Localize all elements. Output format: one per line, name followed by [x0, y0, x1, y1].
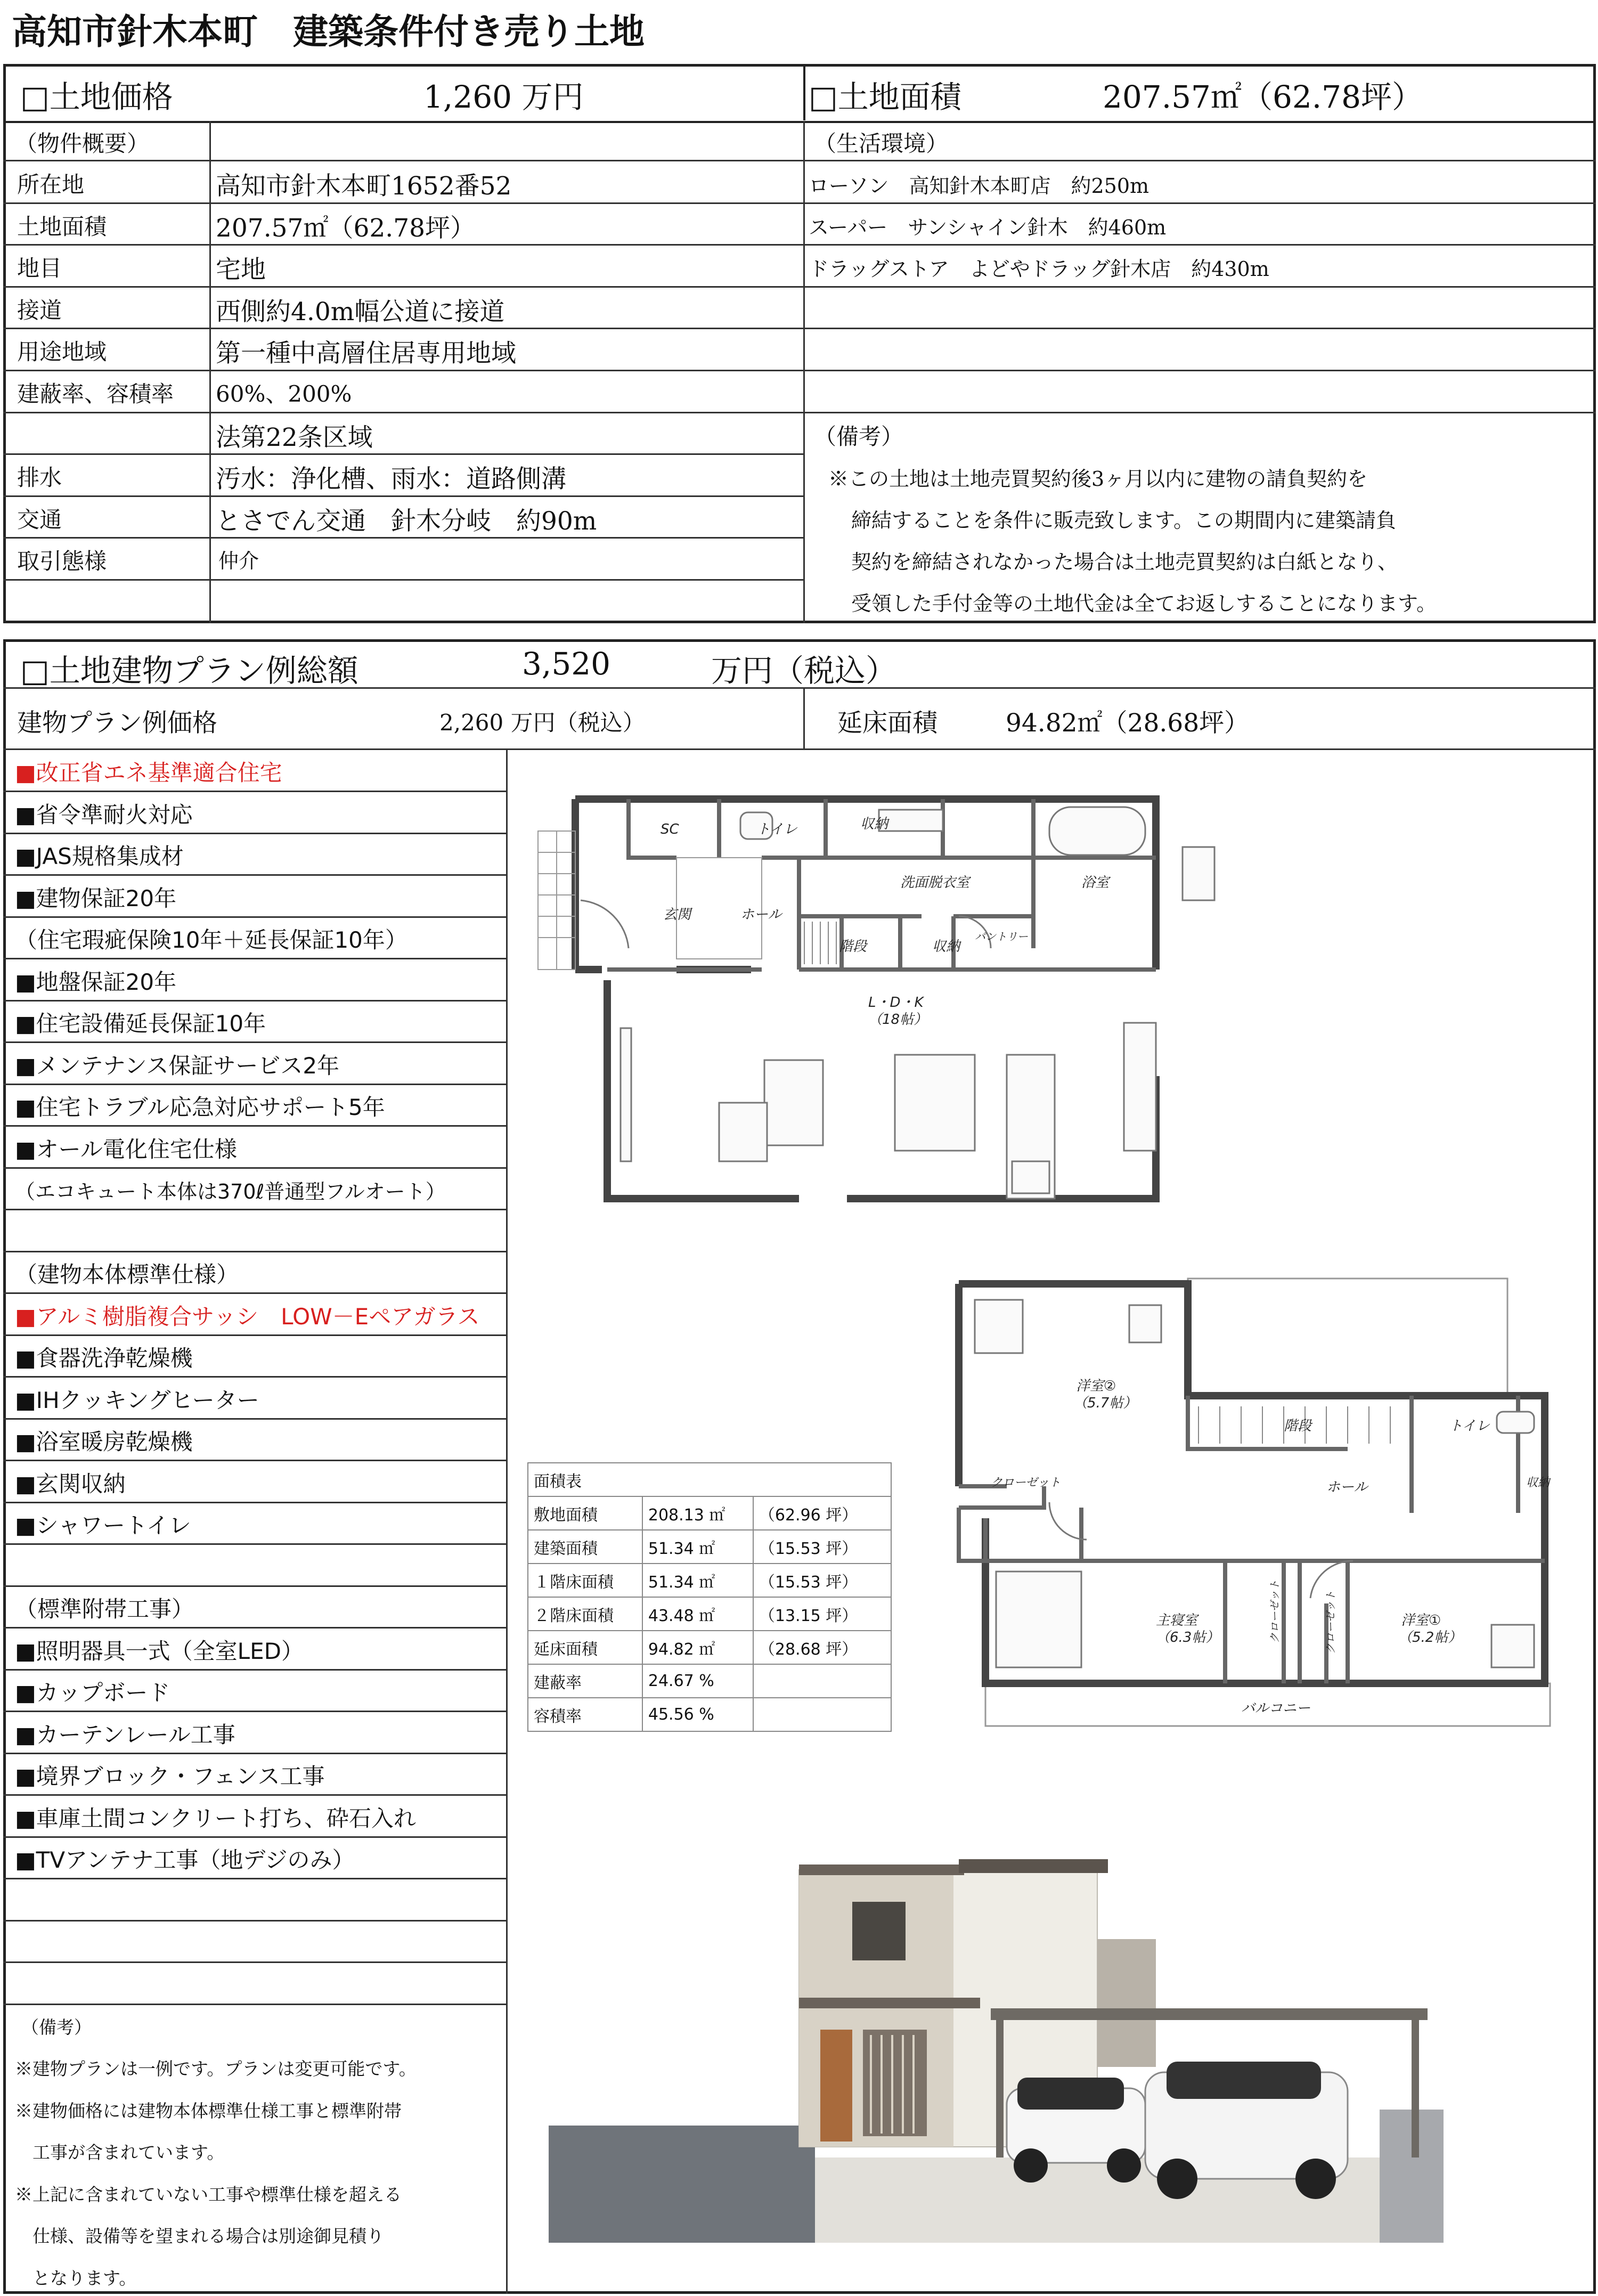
plan-total-unit: 万円（税込）: [711, 653, 897, 689]
table-row: [528, 1530, 891, 1564]
plan-total-label: □土地建物プラン例総額: [20, 653, 358, 689]
label-master-size: （6.3帖）: [1156, 1630, 1220, 1646]
spec-item: ■照明器具一式（全室LED）: [15, 1638, 304, 1664]
area-row-tsubo: （15.53 坪）: [753, 1530, 891, 1564]
spec-item: （エコキュート本体は370ℓ普通型フルオート）: [15, 1180, 446, 1203]
overview-value: 仲介: [218, 549, 259, 573]
spec-item: ■カップボード: [15, 1680, 170, 1706]
area-row-label: 容積率: [528, 1698, 642, 1731]
area-row-tsubo: [753, 1664, 891, 1698]
notes-line: ※上記に含まれていない工事や標準仕様を超える: [15, 2184, 402, 2205]
area-row-label: 敷地面積: [528, 1496, 642, 1530]
label-room1: 洋室①: [1401, 1613, 1441, 1629]
spec-item: （標準附帯工事）: [15, 1596, 194, 1622]
overview-label: 用途地域: [17, 339, 107, 365]
label-closet: クローゼット: [991, 1476, 1061, 1489]
area-row-label: 延床面積: [528, 1631, 642, 1664]
area-row-tsubo: [753, 1698, 891, 1731]
overview-value: 高知市針木本町1652番52: [216, 172, 512, 201]
spec-item: ■車庫土間コンクリート打ち、砕石入れ: [15, 1805, 416, 1831]
spec-item: （住宅瑕疵保険10年＋延長保証10年）: [15, 927, 407, 953]
building-price-label: 建物プラン例価格: [17, 709, 217, 738]
label-room2-size: （5.7帖）: [1073, 1395, 1137, 1411]
area-row-sqm: 94.82 ㎡: [642, 1631, 753, 1664]
spec-item: ■シャワートイレ: [15, 1512, 191, 1538]
spec-item: ■改正省エネ基準適合住宅: [15, 760, 282, 786]
label-ldk: L・D・K: [868, 995, 924, 1011]
label-room1-size: （5.2帖）: [1398, 1630, 1462, 1646]
life-item: ローソン 高知針木本町店 約250m: [809, 174, 1149, 198]
table-row: [528, 1597, 891, 1631]
overview-value: 汚水：浄化槽、雨水：道路側溝: [216, 465, 566, 494]
area-row-label: 建築面積: [528, 1530, 642, 1564]
spec-item: ■境界ブロック・フェンス工事: [15, 1763, 325, 1789]
label-storage: 収納: [1526, 1476, 1550, 1489]
overview-value: 法第22条区域: [216, 423, 373, 452]
spec-item: ■省令準耐火対応: [15, 802, 193, 828]
label-ldk-size: （18帖）: [868, 1012, 928, 1028]
area-row-sqm: 45.56 %: [642, 1698, 753, 1731]
overview-label: 取引態様: [17, 548, 107, 574]
label-stairs: 階段: [839, 939, 867, 955]
plan-total-value: 3,520: [522, 646, 611, 682]
notes-header: （備考）: [21, 2017, 92, 2038]
spec-item: ■住宅トラブル応急対応サポート5年: [15, 1094, 385, 1120]
label-washroom: 洗面脱衣室: [900, 875, 970, 891]
area-row-label: １階床面積: [528, 1564, 642, 1597]
area-row-sqm: 51.34 ㎡: [642, 1564, 753, 1597]
label-closet: クローゼット: [1268, 1579, 1281, 1643]
entrance-wood-panel: [820, 2030, 852, 2142]
land-price-label: □土地価格: [20, 79, 173, 115]
spec-item: ■メンテナンス保証サービス2年: [15, 1053, 340, 1079]
spec-item: ■地盤保証20年: [15, 969, 177, 995]
table-row: [528, 1698, 891, 1731]
area-row-label: 建蔽率: [528, 1664, 642, 1698]
overview-label: 交通: [17, 507, 62, 533]
overview-label: 所在地: [17, 172, 85, 198]
spec-item: ■オール電化住宅仕様: [15, 1136, 237, 1162]
life-item: スーパー サンシャイン針木 約460m: [809, 216, 1167, 239]
overview-label: 接道: [17, 297, 62, 323]
label-bath: 浴室: [1081, 875, 1110, 891]
notes-line: 締結することを条件に販売致します。この期間内に建築請負: [851, 509, 1396, 532]
land-area-label: □土地面積: [809, 79, 961, 115]
building-price-value: 2,260 万円（税込）: [439, 710, 645, 736]
floor-area-value: 94.82㎡（28.68坪）: [1006, 709, 1250, 738]
spec-item: ■玄関収納: [15, 1471, 126, 1497]
label-sc: SC: [661, 821, 679, 837]
table-row: [528, 1664, 891, 1698]
label-stairs: 階段: [1284, 1418, 1312, 1434]
overview-value: 60%、200%: [216, 381, 352, 407]
area-row-tsubo: （28.68 坪）: [753, 1631, 891, 1664]
spec-item: ■建物保証20年: [15, 885, 177, 911]
area-row-label: ２階床面積: [528, 1597, 642, 1631]
area-row-sqm: 51.34 ㎡: [642, 1530, 753, 1564]
land-price-value: 1,260 万円: [423, 79, 584, 115]
label-pantry: パントリー: [975, 930, 1028, 943]
notes-header: （備考）: [814, 424, 904, 450]
overview-label: 建蔽率、容積率: [17, 381, 174, 407]
notes-line: ※建物プランは一例です。プランは変更可能です。: [15, 2058, 417, 2079]
area-row-sqm: 43.48 ㎡: [642, 1597, 753, 1631]
area-row-tsubo: （62.96 坪）: [753, 1496, 891, 1530]
spec-item: ■JAS規格集成材: [15, 843, 184, 869]
overview-value: 西側約4.0m幅公道に接道: [216, 297, 505, 327]
label-toilet: トイレ: [1449, 1418, 1490, 1434]
overview-label: 排水: [17, 465, 62, 491]
notes-line: 契約を締結されなかった場合は土地売買契約は白紙となり、: [851, 550, 1398, 574]
spec-item: ■住宅設備延長保証10年: [15, 1011, 266, 1037]
notes-line: ※この土地は土地売買契約後3ヶ月以内に建物の請負契約を: [828, 467, 1368, 491]
overview-value: 207.57㎡（62.78坪）: [216, 214, 476, 243]
notes-line: 工事が含まれています。: [15, 2142, 225, 2163]
label-entrance: 玄関: [663, 907, 691, 923]
label-closet: クローゼット: [1324, 1590, 1337, 1654]
table-row: [528, 1564, 891, 1597]
life-item: ドラッグストア よどやドラッグ針木店 約430m: [809, 257, 1269, 281]
spec-item: （建物本体標準仕様）: [15, 1261, 239, 1288]
area-table: [527, 1462, 892, 1732]
exterior-rendering: [549, 1859, 1444, 2264]
overview-value: 宅地: [216, 255, 266, 284]
label-storage: 収納: [860, 816, 888, 832]
overview-header: （物件概要）: [15, 131, 150, 157]
area-row-tsubo: （13.15 坪）: [753, 1597, 891, 1631]
notes-line: 仕様、設備等を望まれる場合は別途御見積り: [15, 2226, 384, 2246]
spec-item: ■カーテンレール工事: [15, 1722, 235, 1748]
label-toilet: トイレ: [756, 821, 797, 837]
spec-item: ■アルミ樹脂複合サッシ LOW－Eペアガラス: [15, 1304, 480, 1330]
floor-area-label: 延床面積: [837, 709, 937, 738]
label-room2: 洋室②: [1076, 1378, 1116, 1394]
notes-line: となります。: [15, 2268, 137, 2289]
spec-item: ■TVアンテナ工事（地デジのみ）: [15, 1847, 355, 1873]
label-storage: 収納: [932, 939, 960, 955]
spec-item: ■IHクッキングヒーター: [15, 1387, 259, 1413]
overview-value: 第一種中高層住居専用地域: [216, 339, 516, 368]
area-row-sqm: 208.13 ㎡: [642, 1496, 753, 1530]
overview-value: とさでん交通 針木分岐 約90m: [216, 507, 597, 536]
notes-line: 受領した手付金等の土地代金は全てお返しすることになります。: [851, 592, 1437, 615]
label-master: 主寝室: [1156, 1613, 1198, 1629]
overview-label: 土地面積: [17, 214, 107, 240]
overview-label: 地目: [17, 255, 62, 281]
floor-plan-2f: [943, 1263, 1561, 1758]
label-hall: ホール: [740, 907, 782, 923]
area-row-sqm: 24.67 %: [642, 1664, 753, 1698]
spec-item: ■食器洗浄乾燥機: [15, 1345, 193, 1371]
area-table-title: 面積表: [528, 1463, 891, 1496]
page-title: 高知市針木本町 建築条件付き売り土地: [12, 11, 645, 52]
land-area-value: 207.57㎡（62.78坪）: [1103, 79, 1423, 115]
table-row: [528, 1631, 891, 1664]
life-header: （生活環境）: [814, 131, 949, 157]
floor-plan-1f: [527, 778, 1241, 1236]
notes-line: ※建物価格には建物本体標準仕様工事と標準附帯: [15, 2100, 402, 2121]
label-balcony: バルコニー: [1241, 1700, 1311, 1716]
area-row-tsubo: （15.53 坪）: [753, 1564, 891, 1597]
table-row: [528, 1496, 891, 1530]
label-hall: ホール: [1326, 1479, 1368, 1495]
spec-item: ■浴室暖房乾燥機: [15, 1429, 193, 1455]
